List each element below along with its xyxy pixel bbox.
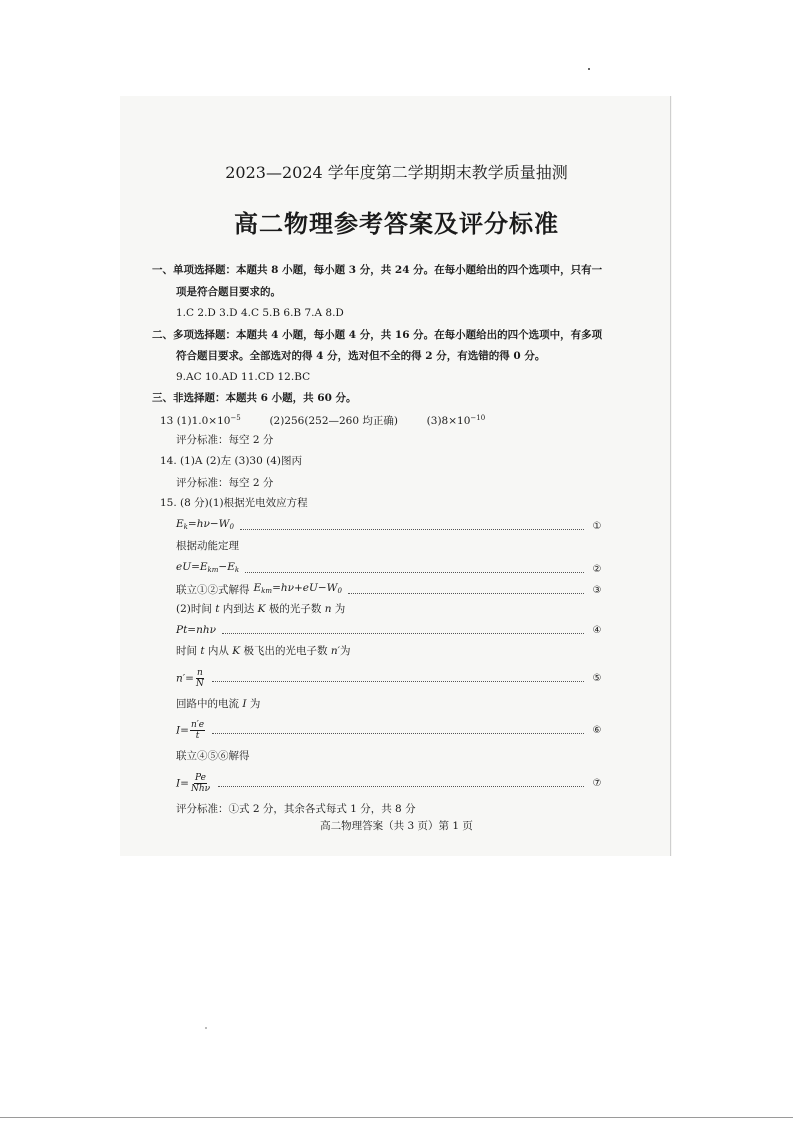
section2-answers: 9.AC 10.AD 11.CD 12.BC [176, 371, 311, 383]
scan-speck [205, 1027, 207, 1029]
q15-equation-5 [176, 666, 604, 690]
q13-part1-exponent: −5 [230, 414, 241, 422]
equation-expression: n′= $\frac{n}{N}$ [176, 667, 204, 689]
equation-number: ⑥ [592, 724, 602, 736]
section2-heading-cont: 符合题目要求。全部选对的得 4 分，选对但不全的得 2 分，有选错的得 0 分。 [176, 350, 546, 362]
q13-part2: (2)256(252—260 均正确) [269, 415, 398, 427]
equation-number: ⑤ [592, 672, 602, 684]
text-fragment: 为 [339, 645, 351, 657]
q15-text-2: 根据动能定理 [176, 540, 239, 552]
dot-leader [222, 633, 584, 634]
equation-expression: $eU=E_{km}-E_k$ [176, 561, 240, 574]
q15-text-5: 时间 t 内从 K 极飞出的光电子数 n′为 [176, 645, 351, 657]
page-footer: 高二物理答案（共 3 页）第 1 页 [320, 820, 473, 832]
q15-equation-2 [176, 561, 604, 577]
equation-expression: I= $\frac{Pe}{\text{Nhν}}$ [176, 772, 211, 794]
text-fragment: 内到达 [219, 603, 258, 615]
dot-leader [212, 733, 584, 734]
text-fragment: 为 [331, 603, 346, 615]
equation-expression: I= $\frac{n'e}{t}$ [176, 719, 205, 741]
equation-expression: $E_{km}=h\nu+eU-W_0$ [253, 582, 342, 595]
dot-leader [348, 593, 584, 594]
equation-prefix: 联立①②式解得 [176, 583, 250, 596]
equation-number: ① [592, 520, 602, 532]
equation-number: ③ [592, 584, 602, 596]
q13-part1: 13 (1)1.0×10 [160, 415, 231, 427]
equation-number: ② [592, 563, 602, 575]
q13-scoring: 评分标准：每空 2 分 [176, 434, 274, 446]
text-fragment: 内从 [204, 645, 233, 657]
dot-leader [212, 681, 584, 682]
section2-heading: 二、多项选择题：本题共 4 小题，每小题 4 分，共 16 分。在每小题给出的四个选项中，有多项 [152, 329, 603, 341]
dot-leader [245, 572, 584, 573]
q15-equation-7 [176, 771, 604, 795]
dot-leader [218, 786, 584, 787]
q15-equation-6 [176, 718, 604, 742]
q15-equation-3 [176, 582, 604, 598]
q14-answers: 14. (1)A (2)左 (3)30 (4)图丙 [160, 455, 302, 467]
equation-expression: Pt=nhν [176, 624, 216, 636]
q15-text-4: (2)时间 t 内到达 K 极的光子数 n 为 [176, 603, 346, 615]
text-fragment: 为 [246, 698, 261, 710]
text-fragment: 回路中的电流 [176, 698, 243, 710]
section1-heading: 一、单项选择题：本题共 8 小题，每小题 3 分，共 24 分。在每小题给出的四个选项中，只有一 [152, 264, 603, 276]
dot-leader [240, 529, 584, 530]
q15-intro: 15. (8 分)(1)根据光电效应方程 [160, 497, 308, 509]
scan-speck [588, 68, 590, 70]
text-fragment: (2)时间 [176, 603, 216, 615]
equation-expression: $E_k=h\nu-W_0$ [176, 518, 234, 531]
bottom-divider [0, 1117, 793, 1118]
section1-answers: 1.C 2.D 3.D 4.C 5.B 6.B 7.A 8.D [176, 307, 344, 319]
q14-scoring: 评分标准：每空 2 分 [176, 477, 274, 489]
q13-answers [160, 412, 485, 428]
section3-heading: 三、非选择题：本题共 6 小题，共 60 分。 [152, 392, 357, 404]
q13-part3: (3)8×10 [426, 415, 471, 427]
q13-part3-exponent: −10 [470, 414, 486, 422]
equation-number: ⑦ [592, 777, 602, 789]
q15-equation-1 [176, 518, 604, 534]
equation-number: ④ [592, 625, 602, 636]
section1-heading-cont: 项是符合题目要求的。 [176, 286, 281, 298]
q15-text-6: 回路中的电流 I 为 [176, 698, 261, 710]
document-title: 高二物理参考答案及评分标准 [234, 209, 559, 238]
q15-text-7: 联立④⑤⑥解得 [176, 750, 250, 762]
text-fragment: 极的光子数 [265, 603, 325, 615]
q15-scoring: 评分标准：①式 2 分，其余各式每式 1 分，共 8 分 [176, 803, 416, 815]
exam-title: 2023—2024 学年度第二学期期末教学质量抽测 [225, 163, 568, 182]
q15-equation-4 [176, 624, 604, 637]
text-fragment: 时间 [176, 645, 201, 657]
text-fragment: 极飞出的光电子数 [240, 645, 331, 657]
